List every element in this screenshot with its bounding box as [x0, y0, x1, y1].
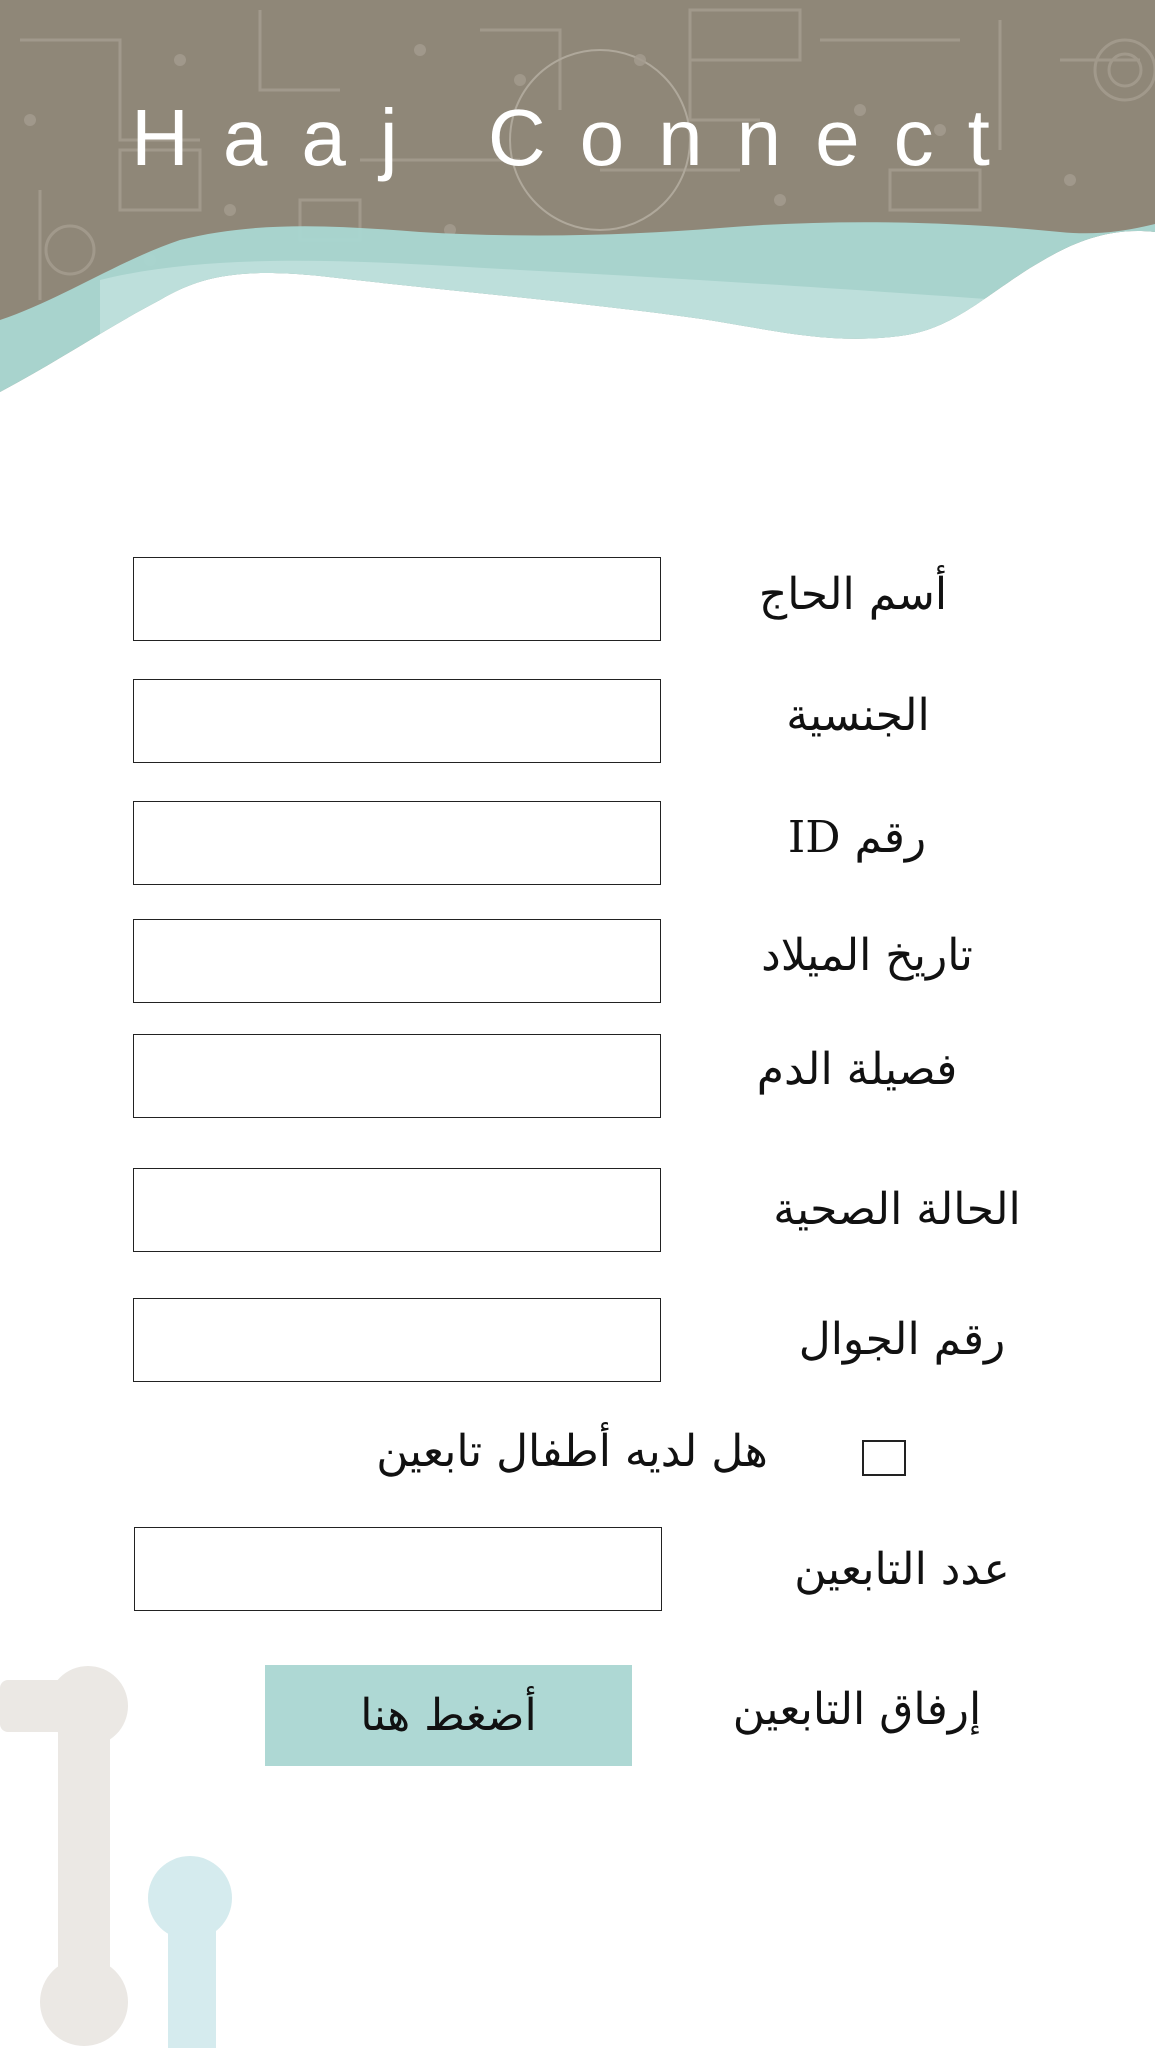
app-title: Haaj Connect: [131, 93, 1024, 182]
header-banner: [0, 0, 1155, 400]
has-dependents-checkbox[interactable]: [862, 1440, 906, 1476]
pilgrim-name-input[interactable]: [133, 557, 661, 641]
health-status-label: الحالة الصحية: [773, 1184, 1021, 1235]
blood-type-input[interactable]: [133, 1034, 661, 1118]
has-dependents-label: هل لديه أطفال تابعين: [376, 1426, 768, 1477]
nationality-label: الجنسية: [786, 690, 930, 741]
birth-date-input[interactable]: [133, 919, 661, 1003]
id-number-label: رقم ID: [787, 812, 927, 863]
mobile-number-input[interactable]: [133, 1298, 661, 1382]
dependents-count-input[interactable]: [134, 1527, 662, 1611]
dependents-count-label: عدد التابعين: [794, 1544, 1010, 1595]
attach-dependents-label: إرفاق التابعين: [732, 1684, 982, 1735]
attach-dependents-button[interactable]: أضغط هنا: [265, 1665, 632, 1766]
pilgrim-name-label: أسم الحاج: [758, 569, 948, 620]
health-status-input[interactable]: [133, 1168, 661, 1252]
birth-date-label: تاريخ الميلاد: [761, 930, 973, 981]
nationality-input[interactable]: [133, 679, 661, 763]
blood-type-label: فصيلة الدم: [756, 1044, 958, 1095]
id-number-input[interactable]: [133, 801, 661, 885]
mobile-number-label: رقم الجوال: [798, 1314, 1006, 1365]
